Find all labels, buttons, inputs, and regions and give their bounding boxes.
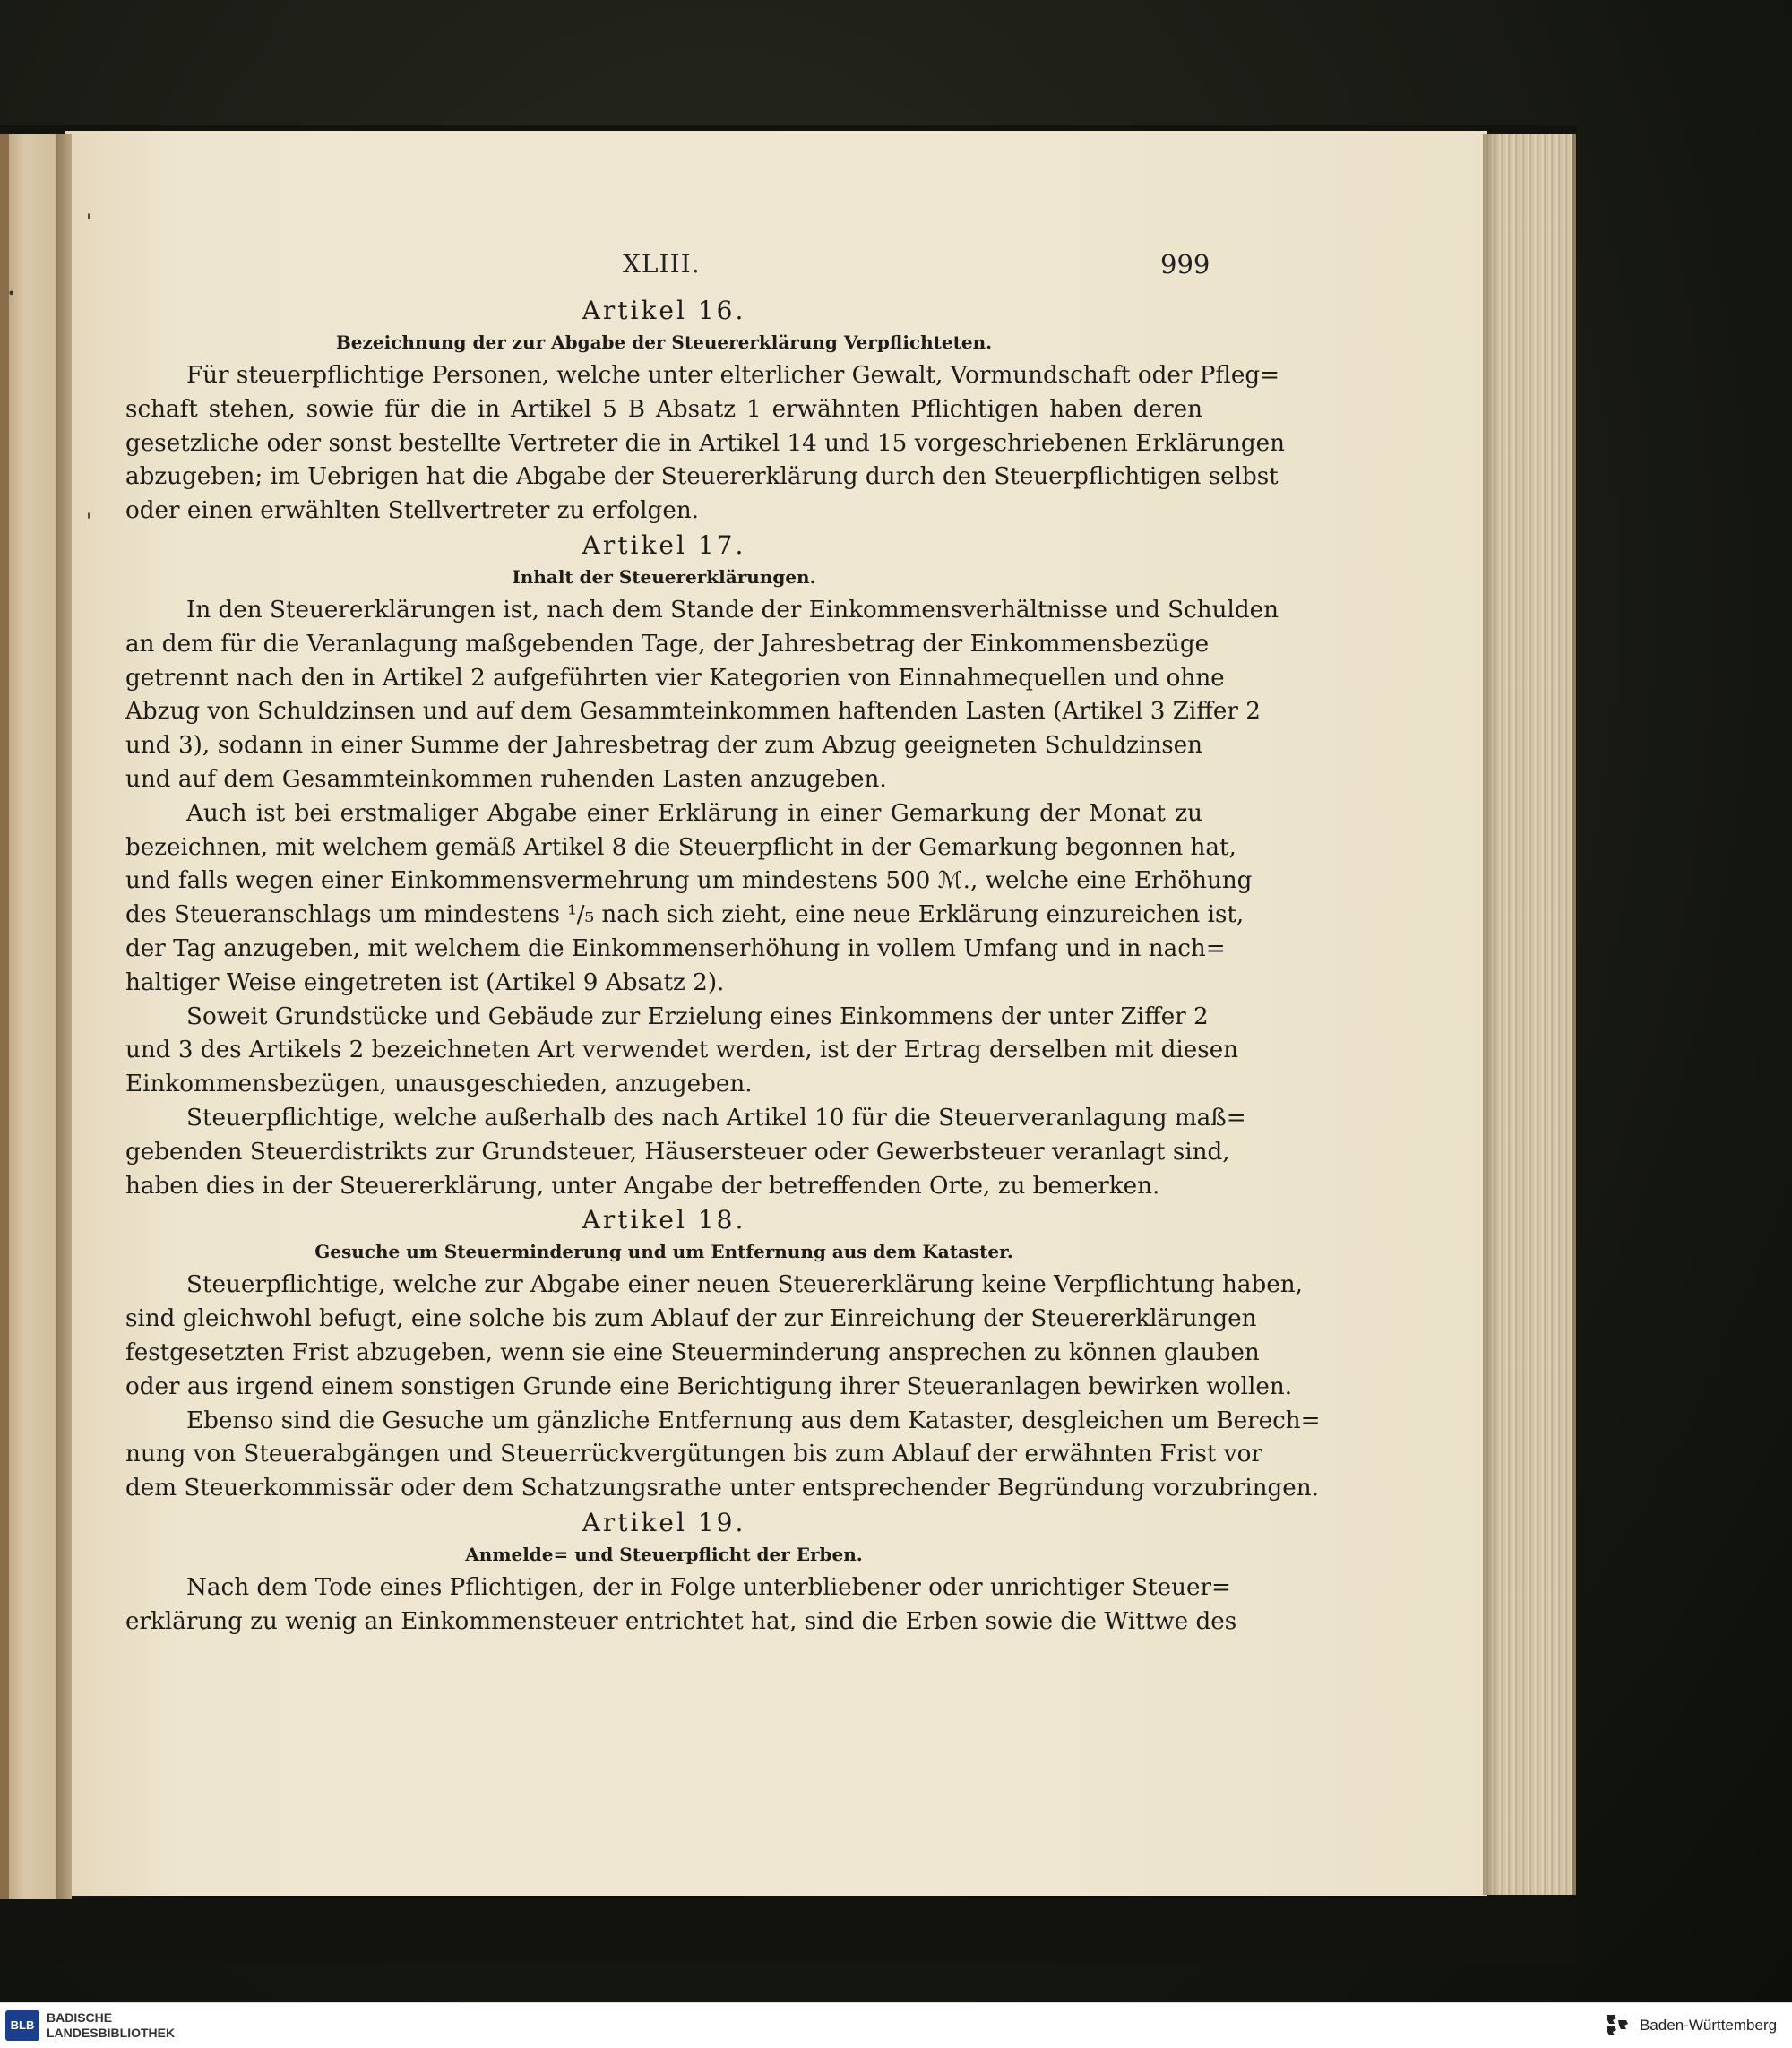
text-line: Steuerpflichtige, welche außerhalb des nach Artikel 10 für die Steuerveranlagung maß=: [186, 1104, 1246, 1132]
paragraph: [125, 594, 1279, 797]
text-line: und auf dem Gesammteinkommen ruhenden Lasten anzugeben.: [125, 765, 887, 793]
text-line: Auch ist bei erstmaliger Abgabe einer Erklärung in einer Gemarkung der Monat zu: [186, 799, 1202, 827]
article-title: Artikel 17.: [582, 529, 746, 560]
text-line: Für steuerpflichtige Personen, welche unter elterlicher Gewalt, Vormundschaft oder Pfleg=: [186, 362, 1280, 389]
paragraph: [125, 1269, 1303, 1404]
left-page-edge: [0, 134, 63, 1899]
left-cover-edge: [0, 134, 9, 1899]
text-line: Ebenso sind die Gesuche um gänzliche Entfernung aus dem Kataster, desgleichen um Berech=: [186, 1407, 1321, 1434]
text-line: In den Steuererklärungen ist, nach dem Stande der Einkommensverhältnisse und Schulden: [186, 596, 1279, 624]
text-line: oder einen erwählten Stellvertreter zu erfolgen.: [125, 497, 700, 525]
page-gutter: [56, 134, 72, 1899]
page-number: 999: [1160, 249, 1210, 280]
text-line: oder aus irgend einem sonstigen Grunde eine Berichtigung ihrer Steueranlagen bewirken wollen.: [125, 1373, 1293, 1400]
paragraph: [125, 797, 1253, 1001]
text-line: abzugeben; im Uebrigen hat die Abgabe der Steuererklärung durch den Steuerpflichtigen selbst: [125, 463, 1279, 491]
article-subtitle: Inhalt der Steuererklärungen.: [512, 565, 816, 588]
text-line: schaft stehen, sowie für die in Artikel 5 B Absatz 1 erwähnten Pflichtigen haben deren: [125, 395, 1202, 423]
page-text: [125, 294, 1321, 1639]
paragraph: [125, 1571, 1237, 1639]
text-line: getrennt nach den in Artikel 2 aufgeführten vier Kategorien von Einnahmequellen und ohne: [125, 664, 1225, 692]
blb-logo[interactable]: BLB: [5, 2010, 39, 2041]
text-line: festgesetzten Frist abzugeben, wenn sie eine Steuerminderung ansprechen zu können glauben: [125, 1338, 1260, 1366]
text-line: des Steueranschlags um mindestens ¹/₅ nach sich zieht, eine neue Erklärung einzureichen ist,: [125, 901, 1245, 929]
text-line: und falls wegen einer Einkommensvermehrung um mindestens 500 ℳ., welche eine Erhöhung: [125, 867, 1253, 895]
state-name: Baden-Württemberg: [1640, 2017, 1778, 2034]
library-name-line1: BADISCHE: [47, 2010, 113, 2025]
text-line: Steuerpflichtige, welche zur Abgabe einer neuen Steuererklärung keine Verpflichtung haben,: [186, 1271, 1303, 1299]
text-line: nung von Steuerabgängen und Steuerrückvergütungen bis zum Ablauf der erwähnten Frist vor: [125, 1441, 1262, 1468]
article-subtitle: Gesuche um Steuerminderung und um Entfernung aus dem Kataster.: [314, 1241, 1013, 1263]
text-line: dem Steuerkommissär oder dem Schatzungsrathe unter entsprechender Begründung vorzubringen.: [125, 1475, 1319, 1502]
article-title: Artikel 18.: [582, 1205, 746, 1235]
text-line: gesetzliche oder sonst bestellte Vertreter die in Artikel 14 und 15 vorgeschriebenen Erklärungen: [125, 429, 1286, 457]
text-line: Soweit Grundstücke und Gebäude zur Erzielung eines Einkommens der unter Ziffer 2: [186, 1002, 1209, 1030]
text-line: Einkommensbezügen, unausgeschieden, anzugeben.: [125, 1071, 753, 1098]
article-subtitle: Anmelde= und Steuerpflicht der Erben.: [465, 1543, 863, 1565]
text-line: der Tag anzugeben, mit welchem die Einkommenserhöhung in vollem Umfang und in nach=: [125, 934, 1226, 962]
paragraph: [125, 359, 1286, 529]
text-line: Abzug von Schuldzinsen und auf dem Gesammteinkommen haftenden Lasten (Artikel 3 Ziffer 2: [125, 698, 1261, 726]
article-subtitle: Bezeichnung der zur Abgabe der Steuererklärung Verpflichteten.: [335, 331, 993, 353]
margin-dot: •: [7, 285, 16, 302]
text-line: und 3 des Artikels 2 bezeichneten Art verwendet werden, ist der Ertrag derselben mit diesen: [125, 1037, 1239, 1064]
footer-bar: [0, 2002, 1792, 2048]
text-line: und 3), sodann in einer Summe der Jahresbetrag der zum Abzug geeigneten Schuldzinsen: [125, 732, 1202, 760]
article-title: Artikel 19.: [582, 1507, 746, 1537]
text-line: haben dies in der Steuererklärung, unter Angabe der betreffenden Orte, zu bemerken.: [125, 1172, 1160, 1200]
library-name: [47, 2010, 175, 2041]
margin-mark: ': [86, 211, 92, 234]
paragraph: [125, 1102, 1246, 1203]
margin-mark: ': [86, 511, 92, 533]
library-name-line2: LANDESBIBLIOTHEK: [47, 2026, 176, 2040]
paragraph: [125, 1001, 1239, 1102]
text-line: gebenden Steuerdistrikts zur Grundsteuer, Häusersteuer oder Gewerbsteuer veranlagt sind,: [125, 1138, 1230, 1166]
text-line: an dem für die Veranlagung maßgebenden Tage, der Jahresbetrag der Einkommensbezüge: [125, 630, 1210, 658]
text-line: sind gleichwohl befugt, eine solche bis zum Ablauf der zur Einreichung der Steuererklärungen: [125, 1305, 1257, 1333]
text-line: erklärung zu wenig an Einkommensteuer entrichtet hat, sind die Erben sowie die Wittwe des: [125, 1607, 1237, 1635]
baden-wuerttemberg-lions-icon: [1604, 2011, 1629, 2040]
text-line: Nach dem Tode eines Pflichtigen, der in Folge unterbliebener oder unrichtiger Steuer=: [186, 1573, 1231, 1601]
text-line: haltiger Weise eingetreten ist (Artikel 9 Absatz 2).: [125, 968, 725, 996]
running-header: [0, 249, 1792, 285]
page-stack-shade: [1483, 134, 1501, 1895]
article-title: Artikel 16.: [582, 296, 746, 325]
paragraph: [125, 1405, 1321, 1506]
chapter-number: XLIII.: [623, 249, 701, 279]
text-line: bezeichnen, mit welchem gemäß Artikel 8 die Steuerpflicht in der Gemarkung begonnen hat,: [125, 833, 1236, 861]
